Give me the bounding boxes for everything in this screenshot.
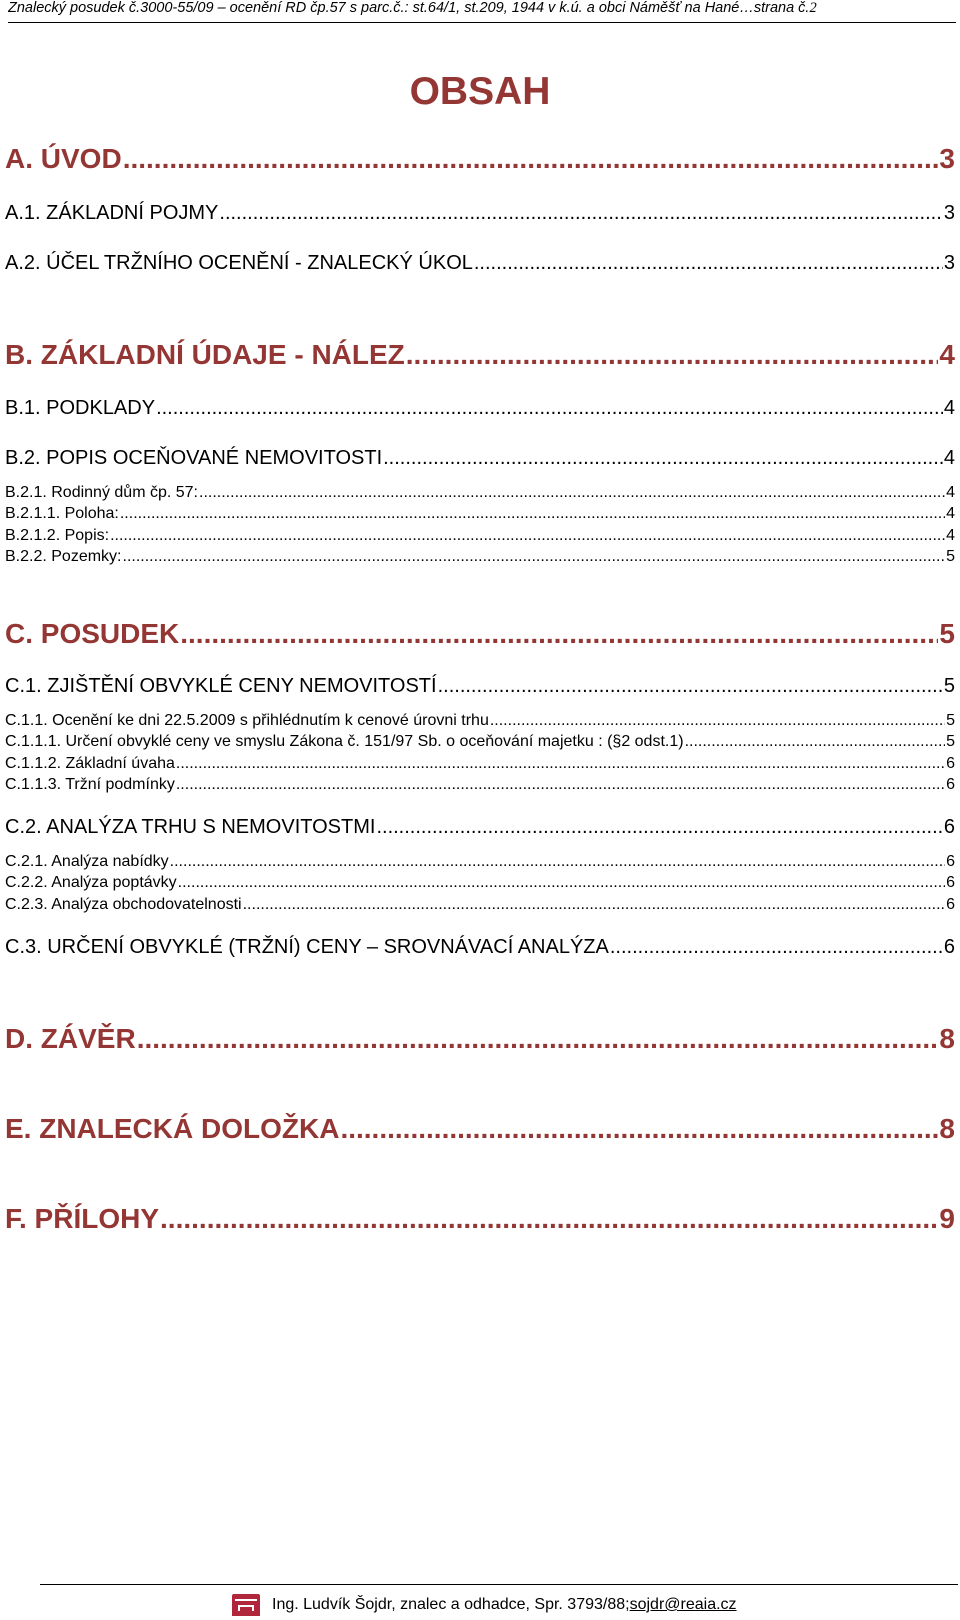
toc-entry[interactable]	[5, 776, 955, 794]
toc-entry-page: 3	[943, 202, 955, 224]
toc-entry[interactable]	[5, 712, 955, 730]
toc-entry-page: 9	[939, 1203, 955, 1234]
footer-divider	[40, 1584, 958, 1585]
toc-entry-page: 6	[943, 936, 955, 958]
reaia-logo-icon	[232, 1594, 260, 1616]
footer-email-link[interactable]: sojdr@reaia.cz	[629, 1596, 737, 1613]
toc-entry-label: E. ZNALECKÁ DOLOŽKA	[5, 1113, 340, 1144]
toc-entry[interactable]	[5, 548, 955, 566]
toc-entry[interactable]	[5, 618, 955, 650]
toc-entry-page: 5	[939, 618, 955, 649]
toc-entry-label: C.1.1. Ocenění ke dni 22.5.2009 s přihlédnutím k cenové úrovni trhu	[5, 712, 489, 729]
toc-entry-label: B.2. POPIS OCEŇOVANÉ NEMOVITOSTI	[5, 447, 383, 469]
toc-entry[interactable]	[5, 202, 955, 225]
toc-entry[interactable]	[5, 896, 955, 914]
toc-entry-page: 8	[939, 1113, 955, 1144]
toc-entry-page: 6	[946, 776, 955, 793]
header-page-number: 2	[809, 0, 817, 16]
toc-entry[interactable]	[5, 1203, 955, 1235]
header-text: Znalecký posudek č.3000-55/09 – ocenění RD čp.57 s parc.č.: st.64/1, st.209, 1944 v k.ú. a obci Náměšť na Hané…strana č.	[8, 0, 810, 16]
toc-entry[interactable]	[5, 505, 955, 523]
toc-entry-label: C.2.3. Analýza obchodovatelnosti	[5, 896, 242, 913]
toc-entry-page: 4	[946, 484, 955, 501]
toc-entry[interactable]	[5, 252, 955, 275]
toc-entry-label: C.1.1.2. Základní úvaha	[5, 755, 175, 772]
toc-entry-page: 4	[943, 397, 955, 419]
toc-entry-label: B.2.2. Pozemky:	[5, 548, 122, 565]
page-footer	[232, 1590, 737, 1620]
toc-entry[interactable]	[5, 816, 955, 839]
toc-entry-label: B.2.1.2. Popis:	[5, 527, 110, 544]
toc-entry[interactable]	[5, 447, 955, 470]
toc-entry[interactable]	[5, 874, 955, 892]
toc-entry-page: 4	[946, 505, 955, 522]
toc-entry-page: 5	[946, 548, 955, 565]
toc-entry-page: 8	[939, 1023, 955, 1054]
toc-entry-label: C.3. URČENÍ OBVYKLÉ (TRŽNÍ) CENY – SROVNÁVACÍ ANALÝZA	[5, 936, 609, 958]
toc-entry-label: B.2.1. Rodinný dům čp. 57:	[5, 484, 198, 501]
toc-entry-page: 4	[939, 339, 955, 370]
toc-entry-label: A.2. ÚČEL TRŽNÍHO OCENĚNÍ - ZNALECKÝ ÚKOL	[5, 252, 473, 274]
toc-entry-label: B. ZÁKLADNÍ ÚDAJE - NÁLEZ	[5, 339, 405, 370]
toc-entry[interactable]	[5, 675, 955, 698]
toc-entry-page: 3	[939, 143, 955, 174]
toc-entry[interactable]	[5, 1023, 955, 1055]
toc-entry-label: D. ZÁVĚR	[5, 1023, 136, 1054]
toc-entry-label: C.1. ZJIŠTĚNÍ OBVYKLÉ CENY NEMOVITOSTÍ	[5, 675, 437, 697]
toc-entry[interactable]	[5, 484, 955, 502]
toc-entry-page: 6	[946, 853, 955, 870]
toc-entry[interactable]	[5, 527, 955, 545]
toc-entry-label: F. PŘÍLOHY	[5, 1203, 160, 1234]
toc-entry-page: 6	[943, 816, 955, 838]
toc-entry[interactable]	[5, 853, 955, 871]
toc-entry-page: 3	[943, 252, 955, 274]
toc-entry-page: 6	[946, 874, 955, 891]
toc-entry[interactable]	[5, 755, 955, 773]
toc-entry-page: 6	[946, 896, 955, 913]
toc-entry-label: B.2.1.1. Poloha:	[5, 505, 119, 522]
toc-entry-page: 5	[946, 712, 955, 729]
footer-text: Ing. Ludvík Šojdr, znalec a odhadce, Spr. 3793/88;	[272, 1596, 630, 1613]
toc-entry-label: C.2. ANALÝZA TRHU S NEMOVITOSTMI	[5, 816, 376, 838]
toc-entry-label: C. POSUDEK	[5, 618, 180, 649]
toc-entry[interactable]	[5, 397, 955, 420]
toc-entry[interactable]	[5, 733, 955, 751]
toc-entry-page: 6	[946, 755, 955, 772]
toc-entry[interactable]	[5, 936, 955, 959]
toc-entry-label: A.1. ZÁKLADNÍ POJMY	[5, 202, 219, 224]
toc-entry-page: 4	[946, 527, 955, 544]
toc-entry-label: A. ÚVOD	[5, 143, 122, 174]
toc-entry[interactable]	[5, 143, 955, 175]
toc-entry[interactable]	[5, 1113, 955, 1145]
toc-entry-label: C.2.1. Analýza nabídky	[5, 853, 169, 870]
page-title: OBSAH	[409, 70, 551, 113]
toc-entry-page: 4	[943, 447, 955, 469]
toc-entry-page: 5	[943, 675, 955, 697]
toc-entry-label: C.2.2. Analýza poptávky	[5, 874, 177, 891]
toc-entry-label: B.1. PODKLADY	[5, 397, 156, 419]
toc-entry-label: C.1.1.3. Tržní podmínky	[5, 776, 175, 793]
toc-entry-label: C.1.1.1. Určení obvyklé ceny ve smyslu Zákona č. 151/97 Sb. o oceňování majetku : (§2 odst.1)	[5, 733, 684, 750]
toc-entry-page: 5	[946, 733, 955, 750]
toc-entry[interactable]	[5, 339, 955, 371]
page-header	[8, 0, 956, 23]
